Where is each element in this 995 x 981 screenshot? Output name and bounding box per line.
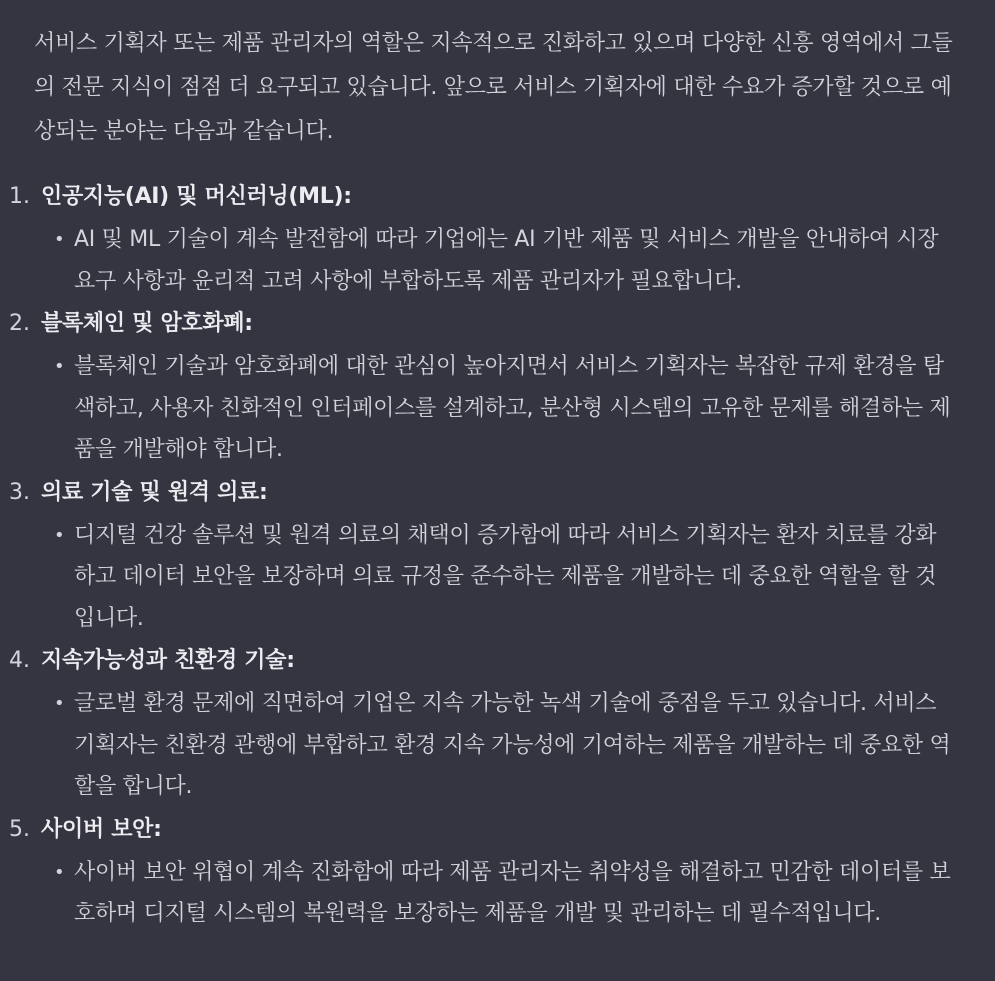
list-item-detail <box>0 219 995 302</box>
list-item-detail-text: 글로벌 환경 문제에 직면하여 기업은 지속 가능한 녹색 기술에 중점을 두고 있습니다. 서비스 기획자는 친환경 관행에 부합하고 환경 지속 가능성에 기여하는 제품을 개발하는 데 중요한 역할을 합니다. <box>74 691 951 799</box>
list-item-detail-text: 블록체인 기술과 암호화폐에 대한 관심이 높아지면서 서비스 기획자는 복잡한 규제 환경을 탐색하고, 사용자 친화적인 인터페이스를 설계하고, 분산형 시스템의 고유한 문제를 해결하는 제품을 개발해야 합니다. <box>74 354 951 462</box>
list-item-detail <box>0 515 995 640</box>
list-item-healthcare <box>0 471 995 640</box>
bullet-icon: • <box>54 356 65 377</box>
list-number: 3. <box>9 479 30 505</box>
list-item-title: 인공지능(AI) 및 머신러닝(ML): <box>41 184 352 209</box>
fields-list <box>0 175 995 935</box>
bullet-icon: • <box>54 229 65 250</box>
list-item-cybersecurity <box>0 808 995 935</box>
bullet-icon: • <box>54 861 65 883</box>
bullet-icon: • <box>54 693 65 714</box>
list-item-detail <box>0 852 995 935</box>
list-item-title: 지속가능성과 친환경 기술: <box>41 648 295 673</box>
bullet-icon: • <box>54 524 65 546</box>
list-number: 5. <box>9 816 30 842</box>
list-number: 1. <box>9 184 30 209</box>
list-item-detail-text: 사이버 보안 위협이 계속 진화함에 따라 제품 관리자는 취약성을 해결하고 민감한 데이터를 보호하며 디지털 시스템의 복원력을 보장하는 제품을 개발 및 관리하는 데 필수적입니다. <box>74 859 951 926</box>
list-item-title: 사이버 보안: <box>41 816 162 842</box>
list-item-ai-ml <box>0 175 995 302</box>
list-item-detail-text: AI 및 ML 기술이 계속 발전함에 따라 기업에는 AI 기반 제품 및 서비스 개발을 안내하여 시장 요구 사항과 윤리적 고려 사항에 부합하도록 제품 관리자가 필요합니다. <box>74 227 939 294</box>
list-item-title: 의료 기술 및 원격 의료: <box>41 479 268 505</box>
list-item-title: 블록체인 및 암호화폐: <box>41 311 253 336</box>
list-item-detail <box>0 346 995 471</box>
list-item-sustainability <box>0 639 995 808</box>
list-item-detail-text: 디지털 건강 솔루션 및 원격 의료의 채택이 증가함에 따라 서비스 기획자는 환자 치료를 강화하고 데이터 보안을 보장하며 의료 규정을 준수하는 제품을 개발하는 데 중요한 역할을 할 것입니다. <box>74 522 937 631</box>
list-item-detail <box>0 683 995 808</box>
list-item-blockchain <box>0 302 995 471</box>
intro-paragraph: 서비스 기획자 또는 제품 관리자의 역할은 지속적으로 진화하고 있으며 다양한 신흥 영역에서 그들의 전문 지식이 점점 더 요구되고 있습니다. 앞으로 서비스 기획자에 대한 수요가 증가할 것으로 예상되는 분야는 다음과 같습니다. <box>34 31 953 144</box>
list-number: 2. <box>9 311 30 336</box>
list-number: 4. <box>9 648 30 673</box>
